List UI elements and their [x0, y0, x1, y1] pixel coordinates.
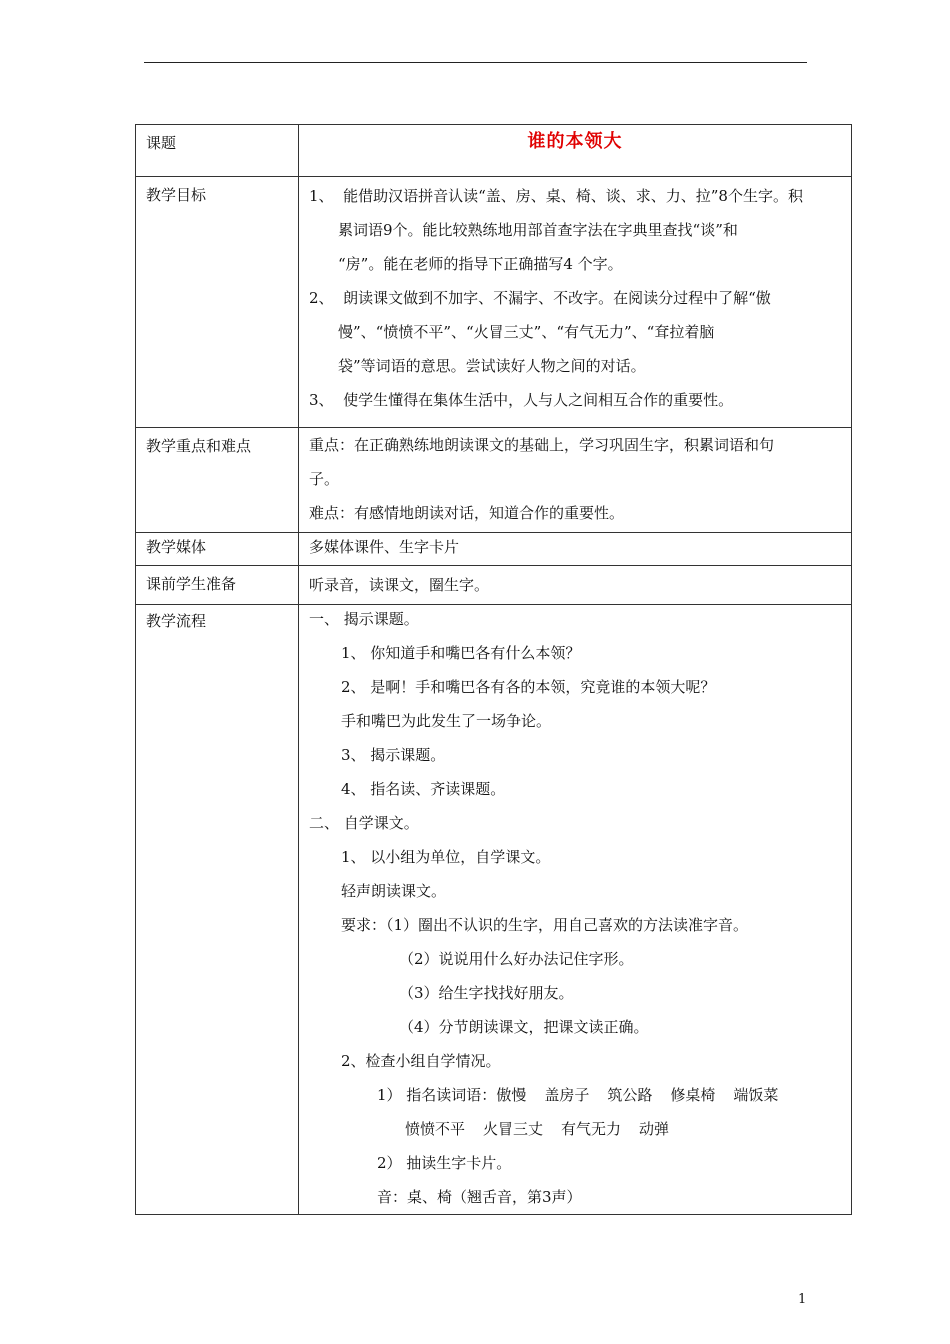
word-item: 火冒三丈: [483, 1120, 544, 1138]
row-media: [136, 533, 852, 566]
key-line-1: 重点：在正确熟练地朗读课文的基础上，学习巩固生字，积累词语和句: [309, 436, 775, 454]
media-label: 教学媒体: [136, 533, 299, 566]
title-label: 课题: [136, 125, 299, 177]
word-item: 有气无力: [561, 1120, 622, 1138]
flow-sound-note: 音：桌、椅（翘舌音，第3声）: [377, 1188, 582, 1206]
word-item: 傲慢: [496, 1086, 527, 1104]
flow-step-2-2: 2、检查小组自学情况。: [341, 1052, 501, 1070]
key-content: [299, 428, 852, 533]
goals-label: 教学目标: [136, 177, 299, 428]
flow-step-1-2b: 手和嘴巴为此发生了一场争论。: [341, 712, 552, 730]
goal-2-line-2: 慢”、“愤愤不平”、“火冒三丈”、“有气无力”、“耷拉着脑: [338, 323, 715, 341]
key-label: 教学重点和难点: [136, 428, 299, 533]
flow-requirement-2: （2）说说用什么好办法记住字形。: [399, 950, 634, 968]
word-item: 愤愤不平: [405, 1120, 466, 1138]
goal-3-line-1: 3、 使学生懂得在集体生活中，人与人之间相互合作的重要性。: [309, 391, 734, 409]
key-line-2: 子。: [309, 470, 340, 488]
flow-step-1-3: 3、 揭示课题。: [341, 746, 446, 764]
flow-step-2: 二、 自学课文。: [309, 814, 419, 832]
word-item: 盖房子: [544, 1086, 590, 1104]
word-item: 端饭菜: [733, 1086, 779, 1104]
prep-value: 听录音，读课文，圈生字。: [309, 576, 490, 594]
goals-content: [299, 177, 852, 428]
flow-requirement-3: （3）给生字找找好朋友。: [399, 984, 574, 1002]
lesson-title: 谁的本领大: [527, 131, 623, 152]
row-prep: [136, 566, 852, 605]
row-flow: [136, 605, 852, 1215]
flow-label: 教学流程: [136, 605, 299, 1215]
flow-step-2-1b: 轻声朗读课文。: [341, 882, 447, 900]
word-item: 筑公路: [607, 1086, 653, 1104]
prep-label: 课前学生准备: [136, 566, 299, 605]
goal-2-line-3: 袋”等词语的意思。尝试读好人物之间的对话。: [338, 357, 646, 375]
row-goals: [136, 177, 852, 428]
flow-step-1-2: 2、 是啊！手和嘴巴各有各的本领，究竟谁的本领大呢？: [341, 678, 716, 696]
flow-step-2-1: 1、 以小组为单位，自学课文。: [341, 848, 551, 866]
flow-content: [299, 605, 852, 1215]
lesson-plan-table: [135, 124, 852, 1215]
word-item: 修桌椅: [670, 1086, 716, 1104]
flow-words-line-1: [309, 1078, 841, 1112]
flow-step-1-1: 1、 你知道手和嘴巴各有什么本领？: [341, 644, 581, 662]
goal-1-line-3: “房”。能在老师的指导下正确描写4 个字。: [338, 255, 623, 273]
flow-card-reading: 2） 抽读生字卡片。: [377, 1154, 512, 1172]
goal-1-line-2: 累词语9个。能比较熟练地用部首查字法在字典里查找“谈”和: [338, 221, 738, 239]
flow-step-1: 一、 揭示课题。: [309, 610, 419, 628]
row-title: [136, 125, 852, 177]
key-line-3: 难点：有感情地朗读对话，知道合作的重要性。: [309, 504, 625, 522]
word-item: 动弹: [639, 1120, 670, 1138]
goal-1-line-1: 1、 能借助汉语拼音认读“盖、房、桌、椅、谈、求、力、拉”8个生字。积: [309, 187, 803, 205]
flow-words-line-2: [309, 1112, 841, 1146]
row-key-points: [136, 428, 852, 533]
page-number: 1: [798, 1292, 807, 1307]
flow-requirement-4: （4）分节朗读课文，把课文读正确。: [399, 1018, 649, 1036]
flow-step-1-4: 4、 指名读、齐读课题。: [341, 780, 506, 798]
media-value: 多媒体课件、生字卡片: [309, 538, 460, 556]
words-prefix: 1） 指名读词语：: [377, 1086, 497, 1104]
header-rule: [144, 62, 807, 63]
flow-requirement-1: 要求：（1）圈出不认识的生字，用自己喜欢的方法读准字音。: [341, 916, 749, 934]
goal-2-line-1: 2、 朗读课文做到不加字、不漏字、不改字。在阅读分过程中了解“傲: [309, 289, 771, 307]
